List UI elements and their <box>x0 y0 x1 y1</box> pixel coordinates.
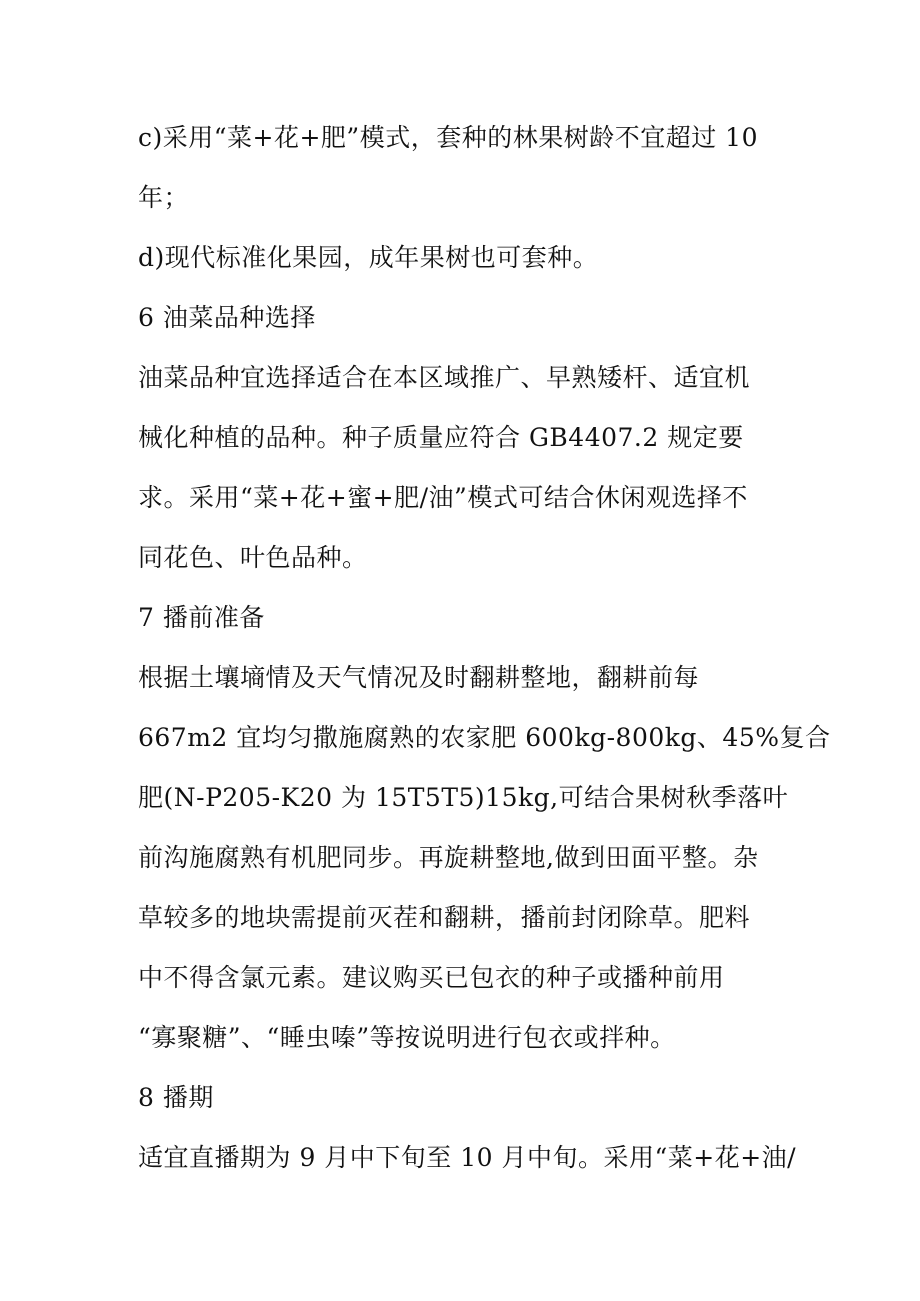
paragraph-8-line-1: 适宜直播期为 9 月中下旬至 10 月中旬。采用“菜+花+油/ <box>138 1143 797 1172</box>
paragraph-6-line-4: 同花色、叶色品种。 <box>138 543 368 572</box>
section-heading-6: 6 油菜品种选择 <box>138 303 316 332</box>
text-line-c-continued: 年； <box>138 183 190 212</box>
paragraph-7-line-5: 草较多的地块需提前灭茬和翻耕，播前封闭除草。肥料 <box>138 903 751 932</box>
paragraph-6-line-2: 械化种植的品种。种子质量应符合 GB4407.2 规定要 <box>138 423 744 452</box>
text-line-c-mode: c)采用“菜+花+肥”模式，套种的林果树龄不宜超过 10 <box>138 123 758 152</box>
section-heading-7: 7 播前准备 <box>138 603 265 632</box>
paragraph-7-line-4: 前沟施腐熟有机肥同步。再旋耕整地,做到田面平整。杂 <box>138 843 759 872</box>
paragraph-7-line-2: 667m2 宜均匀撒施腐熟的农家肥 600kg-800kg、45%复合 <box>138 723 831 752</box>
paragraph-7-line-3: 肥(N-P205-K20 为 15T5T5)15kg,可结合果树秋季落叶 <box>138 783 789 812</box>
paragraph-7-line-7: “寡聚糖”、“睡虫嗪”等按说明进行包衣或拌种。 <box>138 1023 676 1052</box>
paragraph-7-line-6: 中不得含氯元素。建议购买已包衣的种子或播种前用 <box>138 963 725 992</box>
text-line-d-orchard: d)现代标准化果园，成年果树也可套种。 <box>138 243 599 272</box>
paragraph-6-line-3: 求。采用“菜+花+蜜+肥/油”模式可结合休闲观选择不 <box>138 483 748 512</box>
section-heading-8: 8 播期 <box>138 1083 214 1112</box>
paragraph-6-line-1: 油菜品种宜选择适合在本区域推广、早熟矮杆、适宜机 <box>138 363 751 392</box>
paragraph-7-line-1: 根据土壤墒情及天气情况及时翻耕整地，翻耕前每 <box>138 663 700 692</box>
